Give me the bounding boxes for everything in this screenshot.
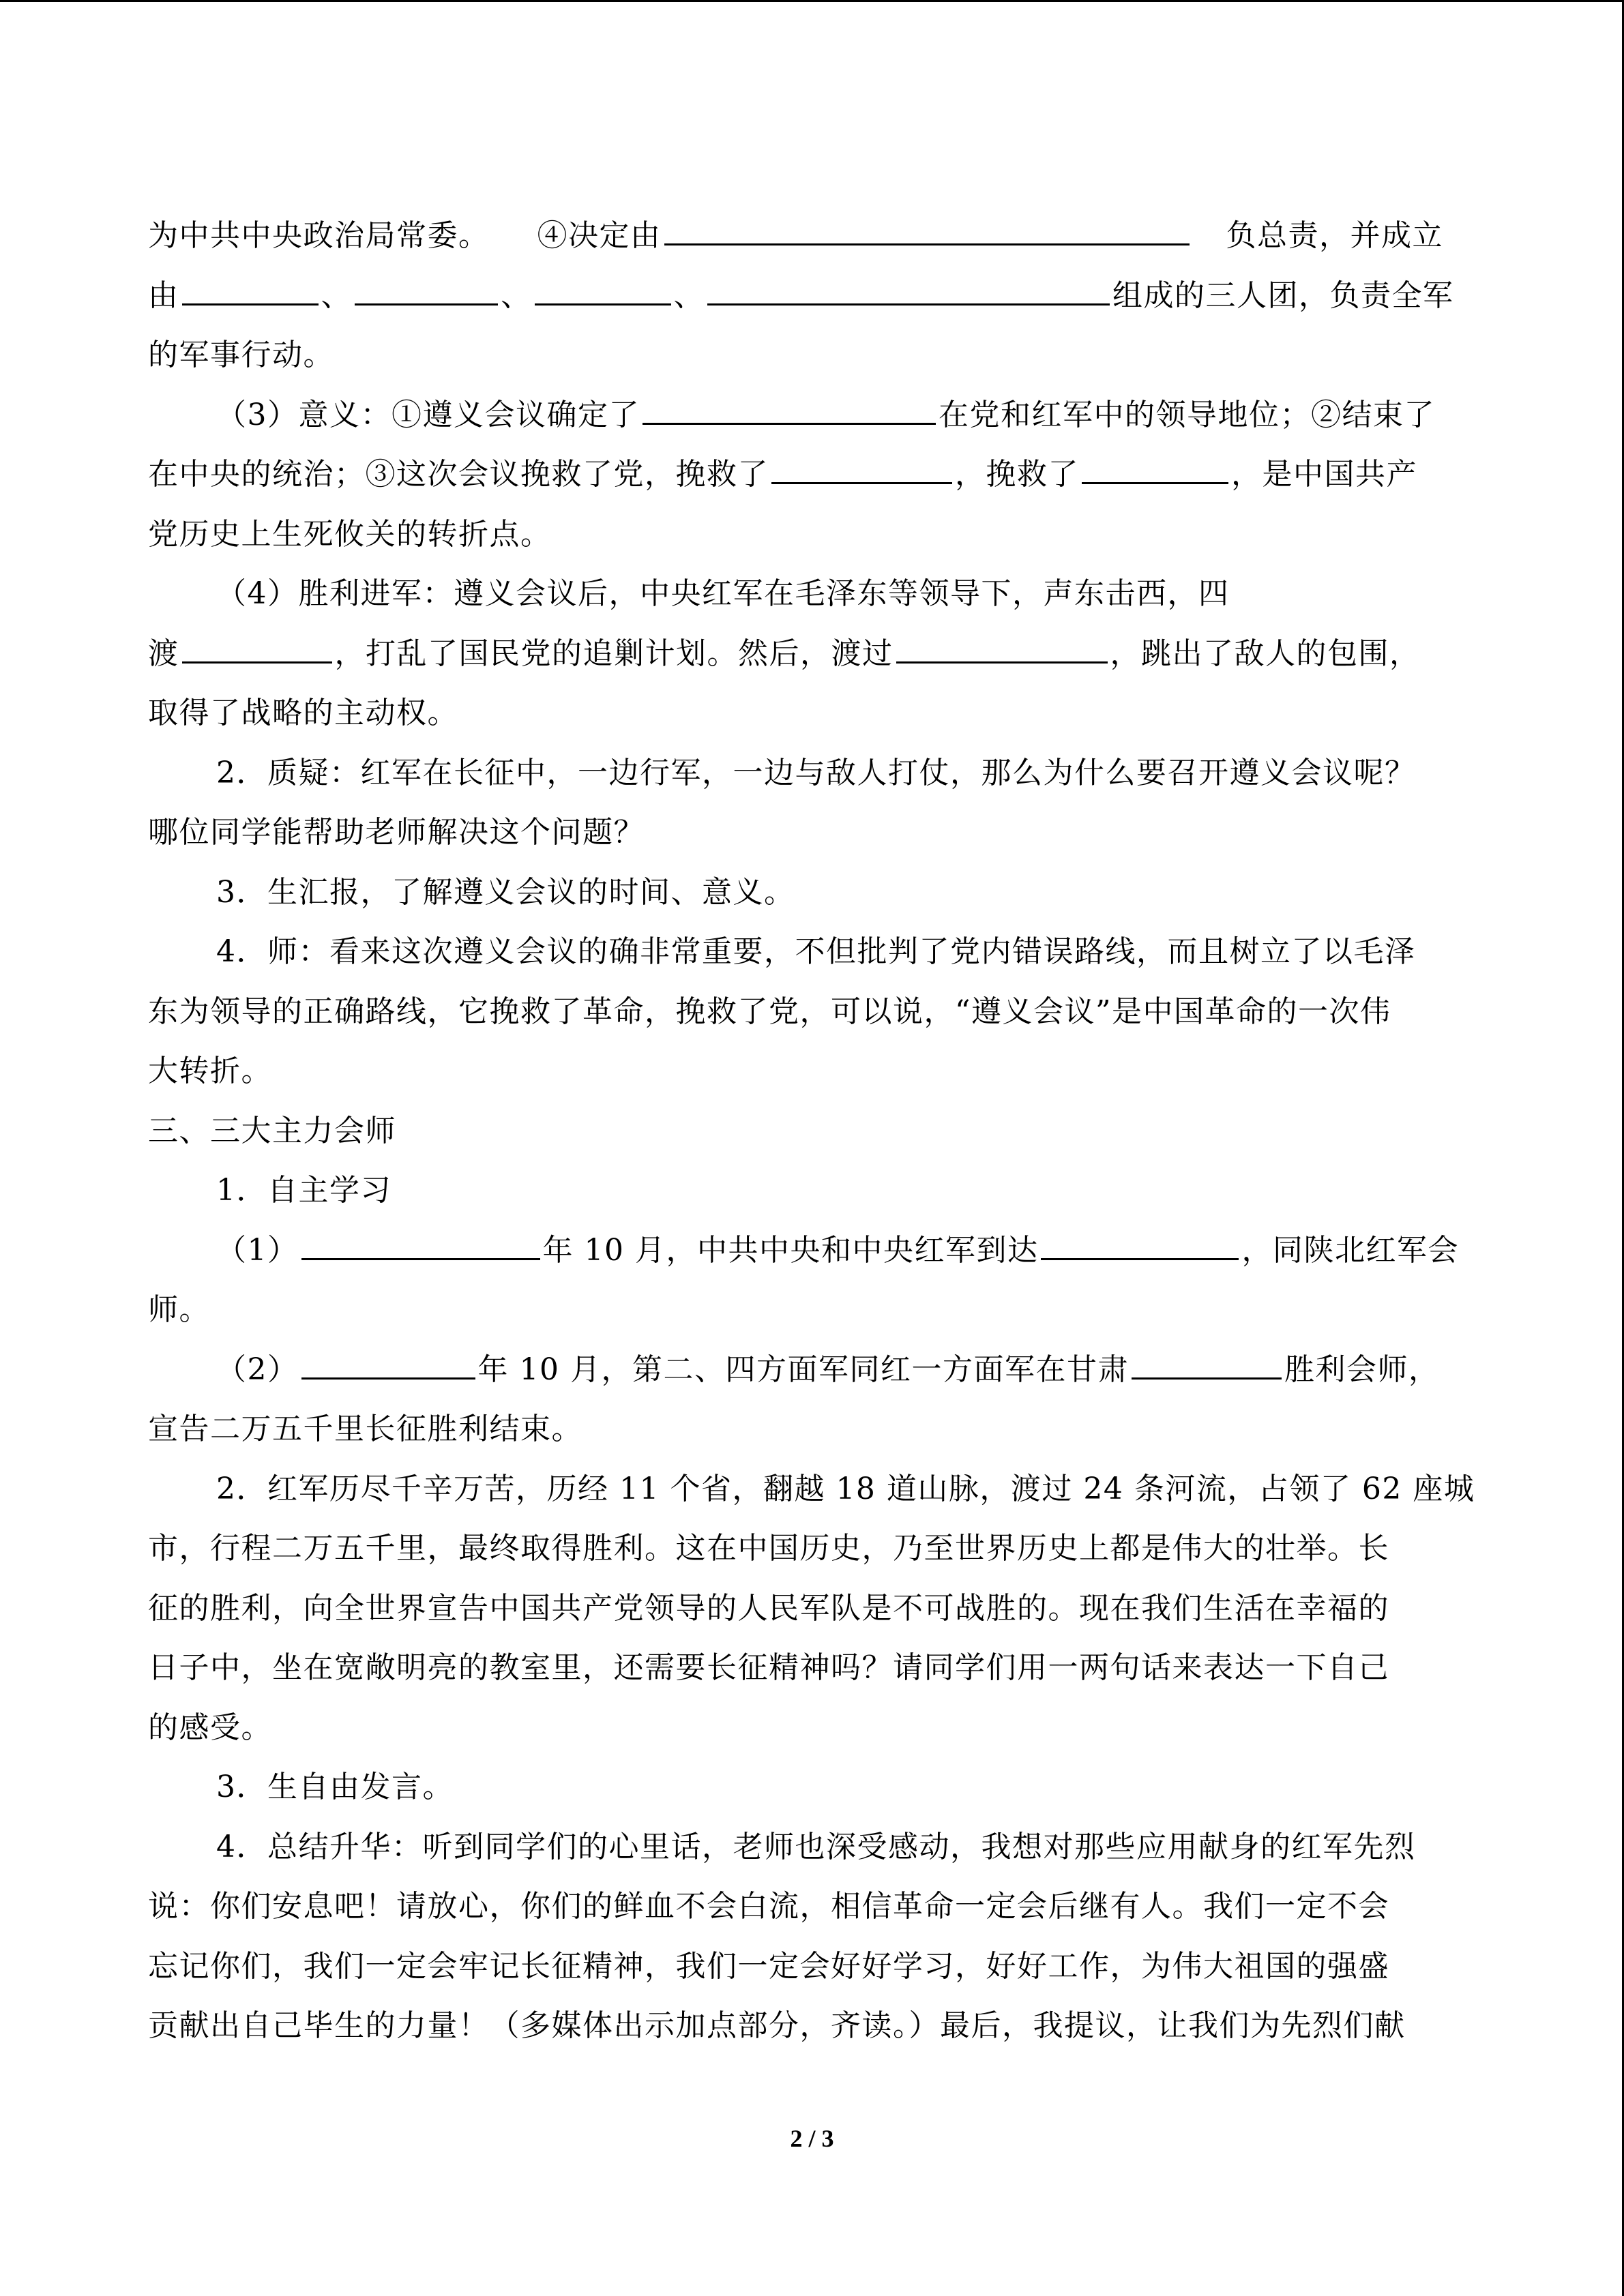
text-line: 日子中，坐在宽敞明亮的教室里，还需要长征精神吗？请同学们用一两句话来表达一下自己 [148, 1650, 1389, 1685]
text-segment: 胜利会师， [1284, 1352, 1440, 1387]
text-line [148, 206, 1478, 266]
text-line: 的感受。 [148, 1710, 272, 1745]
text-segment: 年 10 月，第二、四方面军同红一方面军在甘肃 [477, 1352, 1129, 1387]
text-line: 忘记你们，我们一定会牢记长征精神，我们一定会好好学习，好好工作，为伟大祖国的强盛 [148, 1948, 1389, 1984]
text-line: 3．生汇报，了解遵义会议的时间、意义。 [216, 874, 795, 910]
fill-blank[interactable] [1132, 1354, 1282, 1380]
fill-blank[interactable] [664, 220, 1190, 245]
text-line [148, 445, 1478, 505]
text-segment: 、 [321, 278, 352, 313]
fill-blank[interactable] [1082, 459, 1228, 484]
text-line: 取得了战略的主动权。 [148, 696, 458, 730]
text-line [148, 1340, 1478, 1400]
fill-blank[interactable] [707, 280, 1110, 305]
text-line [148, 266, 1478, 326]
document-body [148, 206, 1478, 2056]
text-segment: 年 10 月，中共中央和中央红军到达 [542, 1232, 1039, 1268]
text-line: 东为领导的正确路线，它挽救了革命，挽救了党，可以说，“遵义会议”是中国革命的一次伟 [148, 994, 1391, 1029]
fill-blank[interactable] [182, 638, 332, 664]
section-heading: 三、三大主力会师 [148, 1113, 396, 1148]
text-line: 的军事行动。 [148, 338, 334, 372]
text-segment: 负总责，并成立 [1226, 218, 1443, 253]
fill-blank[interactable] [643, 400, 936, 425]
text-segment: ④决定由 [537, 218, 662, 253]
text-line: （4）胜利进军：遵义会议后，中央红军在毛泽东等领导下，声东击西，四 [216, 576, 1230, 611]
text-segment: ，是中国共产 [1231, 457, 1417, 492]
text-segment: 在中央的统治；③这次会议挽救了党，挽救了 [148, 457, 769, 492]
text-segment: 渡 [148, 636, 179, 671]
text-line: 2．质疑：红军在长征中，一边行军，一边与敌人打仗，那么为什么要召开遵义会议呢？ [216, 755, 1416, 790]
text-line: 哪位同学能帮助老师解决这个问题？ [148, 815, 645, 850]
text-segment: 由 [148, 278, 179, 313]
text-segment: 组成的三人团，负责全军 [1112, 278, 1454, 313]
text-line: 说：你们安息吧！请放心，你们的鲜血不会白流，相信革命一定会后继有人。我们一定不会 [148, 1889, 1389, 1924]
text-line [148, 1221, 1478, 1281]
fill-blank[interactable] [771, 459, 952, 484]
text-segment: ，跳出了敌人的包围， [1110, 636, 1421, 671]
text-line [148, 385, 1478, 445]
text-segment: （3）意义：①遵义会议确定了 [216, 397, 640, 432]
text-line: 党历史上生死攸关的转折点。 [148, 516, 552, 552]
fill-blank[interactable] [535, 280, 671, 305]
text-segment: ，同陕北红军会 [1241, 1232, 1459, 1268]
text-line: 3．生自由发言。 [216, 1770, 454, 1804]
fill-blank[interactable] [1041, 1235, 1239, 1260]
text-segment: ，挽救了 [955, 457, 1079, 492]
fill-blank[interactable] [355, 280, 498, 305]
text-segment: 、 [501, 278, 532, 313]
text-line: 市，行程二万五千里，最终取得胜利。这在中国历史，乃至世界历史上都是伟大的壮举。长 [148, 1531, 1389, 1566]
text-line: 师。 [148, 1292, 210, 1327]
text-segment: （2） [216, 1352, 299, 1387]
text-line: 4．师：看来这次遵义会议的确非常重要，不但批判了党内错误路线，而且树立了以毛泽 [216, 934, 1416, 969]
text-segment: 在党和红军中的领导地位；②结束了 [939, 397, 1435, 432]
text-segment: 、 [673, 278, 705, 313]
page-number: 2 / 3 [790, 2125, 834, 2152]
text-line: 2．红军历尽千辛万苦，历经 11 个省，翻越 18 道山脉，渡过 24 条河流，占领了 62 座城 [216, 1471, 1475, 1506]
page-border-top [0, 0, 1624, 2]
text-segment: 为中共中央政治局常委。 [148, 218, 490, 253]
text-line [148, 624, 1478, 684]
text-line: 4．总结升华：听到同学们的心里话，老师也深受感动，我想对那些应用献身的红军先烈 [216, 1829, 1416, 1864]
text-segment: ，打乱了国民党的追剿计划。然后，渡过 [334, 636, 894, 671]
fill-blank[interactable] [896, 638, 1108, 664]
sub-heading: 1．自主学习 [216, 1173, 392, 1208]
text-line: 大转折。 [148, 1054, 272, 1088]
text-segment: （1） [216, 1232, 299, 1268]
text-line: 贡献出自己毕生的力量！（多媒体出示加点部分，齐读。）最后，我提议，让我们为先烈们献 [148, 2008, 1406, 2043]
fill-blank[interactable] [182, 280, 319, 305]
fill-blank[interactable] [301, 1354, 475, 1380]
text-line: 征的胜利，向全世界宣告中国共产党领导的人民军队是不可战胜的。现在我们生活在幸福的 [148, 1590, 1389, 1626]
fill-blank[interactable] [301, 1235, 540, 1260]
text-line: 宣告二万五千里长征胜利结束。 [148, 1412, 582, 1446]
